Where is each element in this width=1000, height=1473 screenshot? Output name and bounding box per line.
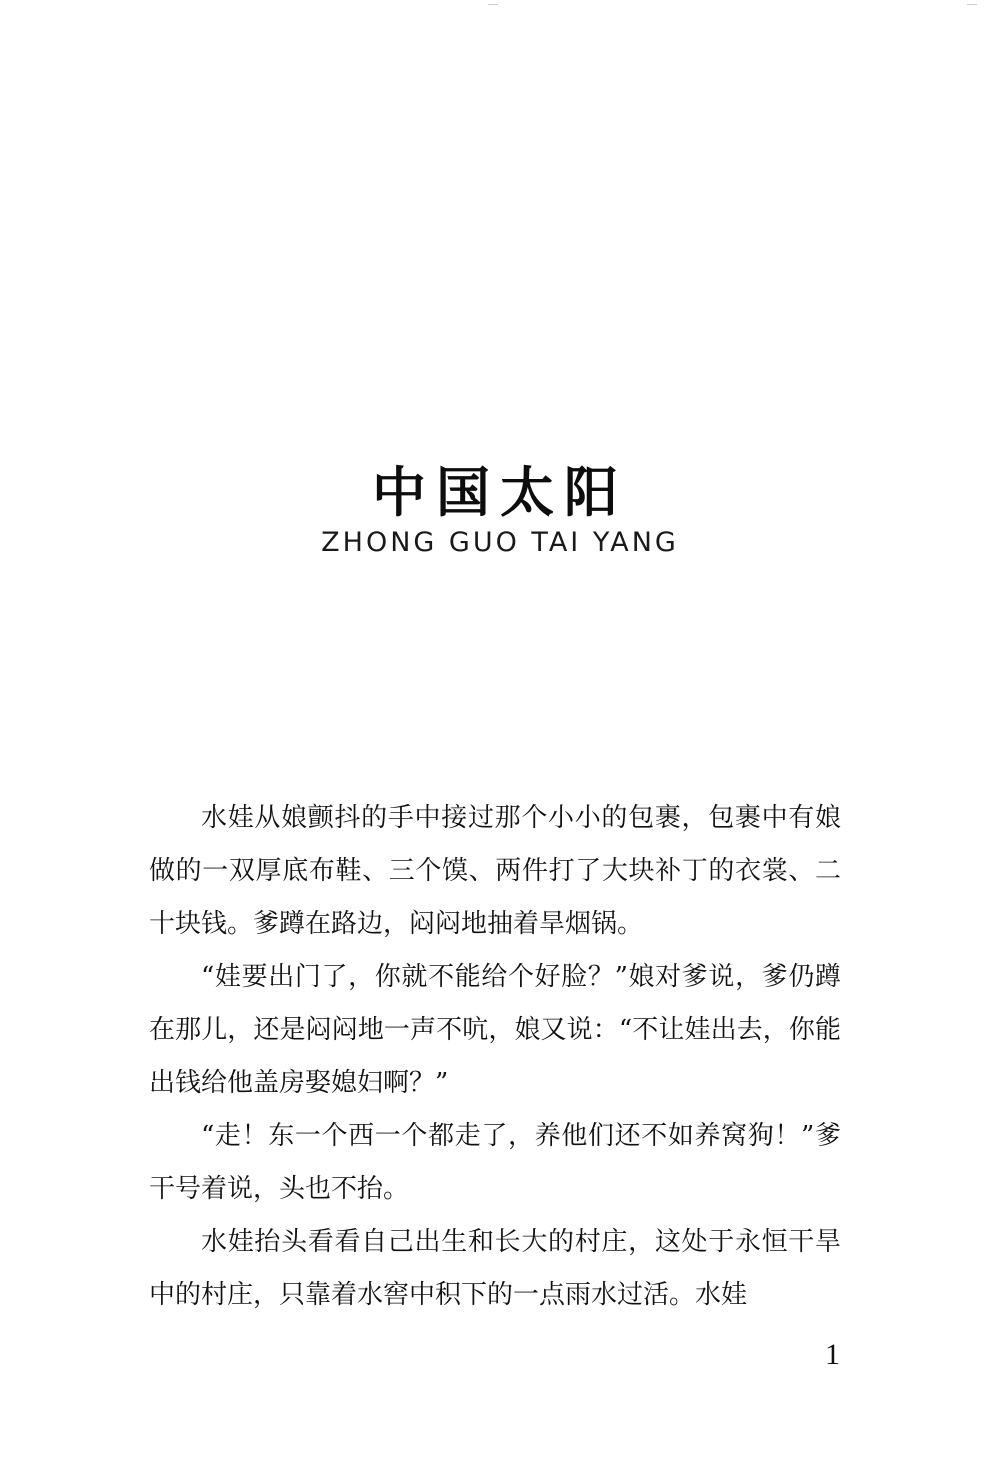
paragraph-1: 水娃从娘颤抖的手中接过那个小小的包裹，包裹中有娘做的一双厚底布鞋、三个馍、两件打了大块补丁的衣裳、二十块钱。爹蹲在路边，闷闷地抽着旱烟锅。 [149, 803, 841, 939]
chapter-heading [0, 462, 1000, 560]
body-text [149, 792, 841, 1322]
paragraph-3: “走！东一个西一个都走了，养他们还不如养窝狗！”爹干号着说，头也不抬。 [149, 1121, 841, 1204]
chapter-title: 中国太阳 [372, 461, 628, 524]
crop-mark-left [488, 0, 498, 5]
page-number: 1 [825, 1338, 840, 1371]
paragraph-4: 水娃抬头看看自己出生和长大的村庄，这处于永恒干旱中的村庄，只靠着水窖中积下的一点雨水过活。水娃 [149, 1227, 841, 1310]
crop-mark-right [967, 0, 977, 5]
chapter-title-pinyin: ZHONG GUO TAI YANG [321, 527, 679, 558]
paragraph-2: “娃要出门了，你就不能给个好脸？”娘对爹说，爹仍蹲在那儿，还是闷闷地一声不吭，娘又说：“不让娃出去，你能出钱给他盖房娶媳妇啊？” [149, 962, 841, 1098]
